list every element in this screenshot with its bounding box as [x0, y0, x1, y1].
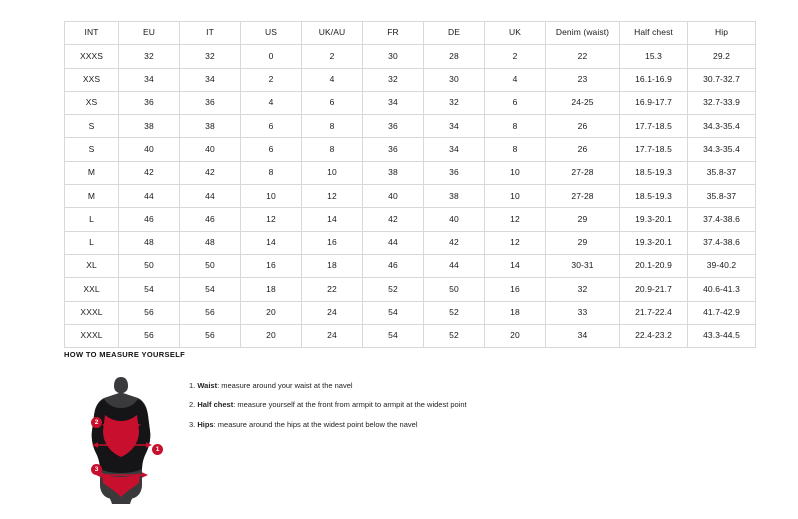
- how-to-measure-title: HOW TO MEASURE YOURSELF: [64, 350, 186, 359]
- table-cell-denim-waist: 27-28: [546, 185, 620, 208]
- table-cell-it: 46: [180, 208, 241, 231]
- table-cell-hip: 29.2: [688, 45, 756, 68]
- table-cell-uk-au: 4: [302, 68, 363, 91]
- table-cell-int: XS: [65, 91, 119, 114]
- table-cell-uk-au: 24: [302, 301, 363, 324]
- table-cell-de: 38: [424, 185, 485, 208]
- table-cell-uk: 8: [485, 115, 546, 138]
- table-cell-half-chest: 16.9-17.7: [620, 91, 688, 114]
- table-cell-hip: 35.8-37: [688, 185, 756, 208]
- table-cell-us: 8: [241, 161, 302, 184]
- table-cell-fr: 36: [363, 138, 424, 161]
- table-cell-hip: 37.4-38.6: [688, 208, 756, 231]
- table-cell-us: 6: [241, 138, 302, 161]
- measure-note-term: Hips: [197, 419, 214, 429]
- measure-note-term: Waist: [197, 381, 218, 390]
- measure-instructions: [189, 369, 467, 439]
- table-cell-us: 20: [241, 324, 302, 347]
- table-cell-uk-au: 24: [302, 324, 363, 347]
- table-cell-half-chest: 19.3-20.1: [620, 208, 688, 231]
- table-cell-eu: 56: [119, 324, 180, 347]
- table-cell-us: 6: [241, 115, 302, 138]
- table-cell-eu: 36: [119, 91, 180, 114]
- table-cell-it: 40: [180, 138, 241, 161]
- table-cell-de: 52: [424, 301, 485, 324]
- table-row: [65, 45, 756, 68]
- table-cell-fr: 30: [363, 45, 424, 68]
- table-cell-fr: 52: [363, 278, 424, 301]
- table-cell-de: 52: [424, 324, 485, 347]
- table-cell-fr: 32: [363, 68, 424, 91]
- table-cell-hip: 34.3-35.4: [688, 115, 756, 138]
- table-cell-de: 30: [424, 68, 485, 91]
- mannequin-figure: [64, 369, 179, 504]
- table-cell-de: 40: [424, 208, 485, 231]
- column-header-uk-au: UK/AU: [302, 22, 363, 45]
- mannequin-illustration: [64, 369, 179, 504]
- measure-note-text: : measure around your waist at the navel: [217, 381, 353, 390]
- table-cell-it: 48: [180, 231, 241, 254]
- table-cell-eu: 40: [119, 138, 180, 161]
- table-cell-us: 14: [241, 231, 302, 254]
- table-cell-denim-waist: 34: [546, 324, 620, 347]
- table-cell-half-chest: 15.3: [620, 45, 688, 68]
- table-cell-eu: 54: [119, 278, 180, 301]
- table-cell-denim-waist: 26: [546, 138, 620, 161]
- table-row: [65, 231, 756, 254]
- table-cell-uk: 14: [485, 254, 546, 277]
- how-to-measure-section: [64, 350, 764, 504]
- column-header-de: DE: [424, 22, 485, 45]
- table-cell-int: XXXL: [65, 301, 119, 324]
- table-cell-uk: 6: [485, 91, 546, 114]
- table-cell-us: 16: [241, 254, 302, 277]
- table-cell-uk-au: 2: [302, 45, 363, 68]
- column-header-half-chest: Half chest: [620, 22, 688, 45]
- size-chart-table: [64, 21, 756, 348]
- column-header-it: IT: [180, 22, 241, 45]
- table-cell-int: XXXL: [65, 324, 119, 347]
- table-cell-it: 56: [180, 324, 241, 347]
- table-cell-hip: 37.4-38.6: [688, 231, 756, 254]
- table-cell-denim-waist: 32: [546, 278, 620, 301]
- table-cell-half-chest: 18.5-19.3: [620, 161, 688, 184]
- table-cell-hip: 43.3-44.5: [688, 324, 756, 347]
- table-row: [65, 161, 756, 184]
- table-cell-hip: 41.7-42.9: [688, 301, 756, 324]
- table-cell-de: 50: [424, 278, 485, 301]
- table-row: [65, 278, 756, 301]
- table-cell-int: L: [65, 208, 119, 231]
- table-cell-fr: 44: [363, 231, 424, 254]
- table-cell-us: 0: [241, 45, 302, 68]
- table-cell-fr: 42: [363, 208, 424, 231]
- table-cell-int: XXS: [65, 68, 119, 91]
- table-cell-de: 36: [424, 161, 485, 184]
- table-cell-uk-au: 8: [302, 138, 363, 161]
- table-cell-eu: 44: [119, 185, 180, 208]
- table-cell-half-chest: 20.9-21.7: [620, 278, 688, 301]
- table-cell-uk-au: 14: [302, 208, 363, 231]
- table-cell-half-chest: 16.1-16.9: [620, 68, 688, 91]
- column-header-int: INT: [65, 22, 119, 45]
- table-cell-uk: 8: [485, 138, 546, 161]
- table-header-row: [65, 22, 756, 45]
- table-cell-uk: 12: [485, 208, 546, 231]
- table-cell-us: 4: [241, 91, 302, 114]
- measure-badge-2: 2: [91, 417, 102, 428]
- table-cell-uk: 2: [485, 45, 546, 68]
- table-cell-hip: 32.7-33.9: [688, 91, 756, 114]
- table-cell-denim-waist: 23: [546, 68, 620, 91]
- table-cell-de: 44: [424, 254, 485, 277]
- table-cell-eu: 42: [119, 161, 180, 184]
- table-cell-int: XXL: [65, 278, 119, 301]
- table-cell-eu: 34: [119, 68, 180, 91]
- table-cell-it: 44: [180, 185, 241, 208]
- table-cell-denim-waist: 26: [546, 115, 620, 138]
- table-cell-denim-waist: 24-25: [546, 91, 620, 114]
- table-cell-denim-waist: 29: [546, 208, 620, 231]
- table-cell-eu: 50: [119, 254, 180, 277]
- table-cell-half-chest: 20.1-20.9: [620, 254, 688, 277]
- table-cell-eu: 56: [119, 301, 180, 324]
- table-cell-denim-waist: 33: [546, 301, 620, 324]
- table-cell-denim-waist: 22: [546, 45, 620, 68]
- table-cell-half-chest: 21.7-22.4: [620, 301, 688, 324]
- table-cell-uk-au: 8: [302, 115, 363, 138]
- measure-badge-3: 3: [91, 464, 102, 475]
- table-cell-denim-waist: 27-28: [546, 161, 620, 184]
- table-cell-uk-au: 22: [302, 278, 363, 301]
- table-cell-it: 36: [180, 91, 241, 114]
- table-cell-uk-au: 6: [302, 91, 363, 114]
- table-cell-us: 10: [241, 185, 302, 208]
- measure-badge-1: 1: [152, 444, 163, 455]
- table-cell-fr: 34: [363, 91, 424, 114]
- table-cell-eu: 38: [119, 115, 180, 138]
- column-header-us: US: [241, 22, 302, 45]
- table-cell-uk: 10: [485, 185, 546, 208]
- table-cell-uk-au: 18: [302, 254, 363, 277]
- table-cell-hip: 40.6-41.3: [688, 278, 756, 301]
- table-cell-uk: 4: [485, 68, 546, 91]
- table-cell-half-chest: 18.5-19.3: [620, 185, 688, 208]
- table-cell-us: 2: [241, 68, 302, 91]
- column-header-fr: FR: [363, 22, 424, 45]
- table-row: [65, 138, 756, 161]
- table-cell-int: XL: [65, 254, 119, 277]
- table-cell-half-chest: 22.4-23.2: [620, 324, 688, 347]
- measure-note-index: 3.: [189, 419, 198, 429]
- table-cell-us: 18: [241, 278, 302, 301]
- table-cell-fr: 54: [363, 324, 424, 347]
- table-cell-int: S: [65, 138, 119, 161]
- table-row: [65, 68, 756, 91]
- table-cell-uk: 12: [485, 231, 546, 254]
- table-cell-uk-au: 16: [302, 231, 363, 254]
- table-cell-eu: 46: [119, 208, 180, 231]
- column-header-uk: UK: [485, 22, 546, 45]
- table-cell-it: 34: [180, 68, 241, 91]
- table-cell-uk-au: 12: [302, 185, 363, 208]
- table-cell-us: 20: [241, 301, 302, 324]
- table-cell-hip: 35.8-37: [688, 161, 756, 184]
- table-cell-fr: 40: [363, 185, 424, 208]
- table-row: [65, 301, 756, 324]
- table-cell-eu: 32: [119, 45, 180, 68]
- table-row: [65, 115, 756, 138]
- measure-note-index: 2.: [189, 400, 198, 410]
- table-cell-int: M: [65, 185, 119, 208]
- table-cell-eu: 48: [119, 231, 180, 254]
- table-cell-it: 38: [180, 115, 241, 138]
- measure-note-text: : measure around the hips at the widest point below the navel: [213, 419, 418, 429]
- column-header-denim-waist: Denim (waist): [546, 22, 620, 45]
- table-cell-it: 56: [180, 301, 241, 324]
- table-cell-int: S: [65, 115, 119, 138]
- table-cell-de: 42: [424, 231, 485, 254]
- table-cell-uk: 18: [485, 301, 546, 324]
- measure-note-text: : measure yourself at the front from armpit to armpit at the widest point: [233, 400, 467, 410]
- table-cell-half-chest: 19.3-20.1: [620, 231, 688, 254]
- measure-note-1: [189, 381, 467, 390]
- measure-note-2: [189, 400, 467, 409]
- table-cell-uk: 16: [485, 278, 546, 301]
- table-cell-fr: 46: [363, 254, 424, 277]
- table-cell-it: 32: [180, 45, 241, 68]
- table-cell-fr: 54: [363, 301, 424, 324]
- table-cell-fr: 38: [363, 161, 424, 184]
- table-row: [65, 254, 756, 277]
- measure-note-3: [189, 420, 467, 429]
- table-cell-int: L: [65, 231, 119, 254]
- table-cell-de: 28: [424, 45, 485, 68]
- measure-note-index: 1.: [189, 381, 198, 390]
- table-cell-int: XXXS: [65, 45, 119, 68]
- table-cell-us: 12: [241, 208, 302, 231]
- table-cell-denim-waist: 30-31: [546, 254, 620, 277]
- table-row: [65, 324, 756, 347]
- table-cell-de: 32: [424, 91, 485, 114]
- table-cell-hip: 34.3-35.4: [688, 138, 756, 161]
- table-cell-it: 54: [180, 278, 241, 301]
- table-row: [65, 91, 756, 114]
- table-cell-de: 34: [424, 115, 485, 138]
- table-row: [65, 185, 756, 208]
- table-cell-de: 34: [424, 138, 485, 161]
- table-cell-it: 42: [180, 161, 241, 184]
- table-cell-hip: 30.7-32.7: [688, 68, 756, 91]
- table-cell-int: M: [65, 161, 119, 184]
- column-header-eu: EU: [119, 22, 180, 45]
- table-cell-half-chest: 17.7-18.5: [620, 115, 688, 138]
- table-row: [65, 208, 756, 231]
- table-cell-hip: 39-40.2: [688, 254, 756, 277]
- table-cell-fr: 36: [363, 115, 424, 138]
- column-header-hip: Hip: [688, 22, 756, 45]
- table-cell-denim-waist: 29: [546, 231, 620, 254]
- table-cell-half-chest: 17.7-18.5: [620, 138, 688, 161]
- measure-note-term: Half chest: [197, 400, 234, 410]
- table-cell-uk: 20: [485, 324, 546, 347]
- table-cell-uk: 10: [485, 161, 546, 184]
- table-cell-it: 50: [180, 254, 241, 277]
- table-cell-uk-au: 10: [302, 161, 363, 184]
